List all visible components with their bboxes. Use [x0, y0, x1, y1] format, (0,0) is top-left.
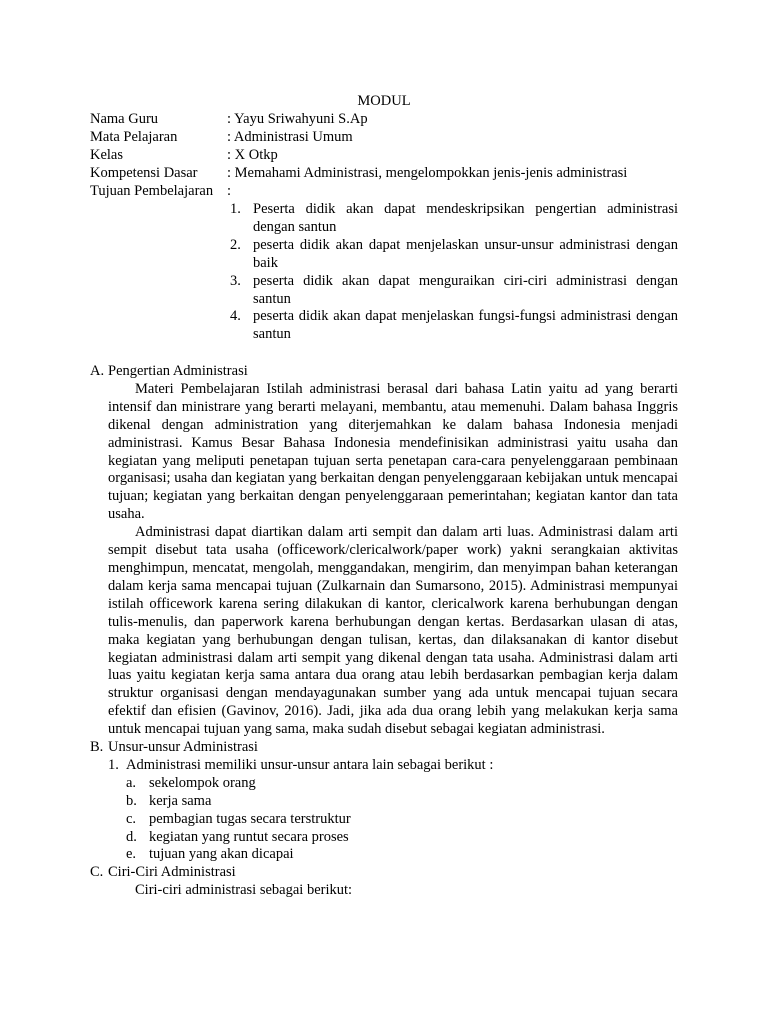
list-letter: e. — [126, 846, 137, 863]
list-item — [228, 308, 678, 344]
section-heading-a — [90, 363, 678, 381]
section-heading-b — [90, 739, 678, 757]
list-text: kegiatan yang runtut secara proses — [149, 828, 349, 845]
module-content — [90, 363, 678, 900]
list-text: tujuan yang akan dicapai — [149, 846, 294, 863]
list-text: pembagian tugas secara terstruktur — [149, 810, 351, 827]
list-text: Peserta didik akan dapat mendeskripsikan pengertian administrasi dengan santun — [253, 201, 678, 235]
info-label: Kompetensi Dasar — [90, 164, 198, 181]
sub-list-item — [126, 775, 678, 793]
info-label: Kelas — [90, 146, 124, 163]
sub-list-item — [126, 793, 678, 811]
list-text: peserta didik akan dapat menguraikan ciri-ciri administrasi dengan santun — [253, 272, 678, 307]
list-text: kerja sama — [149, 792, 212, 809]
section-title: Unsur-unsur Administrasi — [108, 739, 258, 756]
info-value: : Administrasi Umum — [227, 128, 353, 145]
info-row-subject — [90, 129, 690, 147]
section-intro: Ciri-ciri administrasi sebagai berikut: — [135, 882, 353, 899]
sub-list-item — [126, 829, 678, 847]
info-label: Nama Guru — [90, 111, 159, 127]
list-number: 2. — [230, 236, 241, 253]
list-number: 1. — [108, 756, 119, 773]
paragraph: Materi Pembelajaran Istilah administrasi berasal dari bahasa Latin yaitu ad yang berarti intensif dan ministrare yang berarti melayani, membantu, atau memenuhi. Dalam bahasa Inggris dikenal dengan administration yang diterjemahkan ke dalam bahasa Indonesia menjadi administrasi. Kamus Besar Bahasa Indonesia mendefinisikan administrasi yaitu usaha dan kegiatan yang meliputi penetapan tujuan serta penetapan cara-cara penyelenggaraan pembinaan organisasi; usaha dan kegiatan yang berkaitan dengan penyelenggaraan kebijakan untuk mencapai tujuan; kegiatan yang berkaitan dengan penyelenggaraan pemerintahan; kegiatan kantor dan tata usaha. — [108, 380, 678, 523]
objectives-list — [228, 201, 678, 344]
list-letter: b. — [126, 792, 137, 809]
list-text: sekelompok orang — [149, 774, 256, 791]
sub-list-item — [126, 811, 678, 829]
info-value: : — [227, 182, 232, 199]
info-label: Mata Pelajaran — [90, 128, 178, 145]
info-row-class — [90, 147, 690, 165]
info-row-competency — [90, 165, 690, 183]
list-number: 3. — [230, 272, 241, 289]
list-text: Administrasi memiliki unsur-unsur antara lain sebagai berikut : — [126, 756, 494, 773]
sub-list-item — [126, 846, 678, 864]
info-value: : Memahami Administrasi, mengelompokkan jenis-jenis administrasi — [227, 164, 628, 181]
section-title: Pengertian Administrasi — [108, 363, 248, 379]
list-number: 1. — [230, 201, 241, 217]
info-value: : X Otkp — [227, 146, 278, 163]
info-label: Tujuan Pembelajaran — [90, 182, 214, 199]
info-row-teacher — [90, 111, 690, 129]
section-title: Ciri-Ciri Administrasi — [108, 864, 236, 881]
info-value: : Yayu Sriwahyuni S.Ap — [227, 111, 368, 127]
list-letter: c. — [126, 810, 137, 827]
elements-list — [90, 757, 678, 864]
module-info — [90, 111, 690, 200]
list-letter: a. — [126, 774, 137, 791]
section-letter: B. — [90, 739, 104, 756]
list-text: peserta didik akan dapat menjelaskan unsur-unsur administrasi dengan baik — [253, 236, 678, 271]
list-number: 4. — [230, 308, 241, 325]
section-letter: A. — [90, 363, 105, 379]
list-text: peserta didik akan dapat menjelaskan fungsi-fungsi administrasi dengan santun — [253, 308, 678, 343]
paragraph: Administrasi dapat diartikan dalam arti sempit dan dalam arti luas. Administrasi dalam arti sempit disebut tata usaha (officework/clericalwork/paper work) yakni serangkaian aktivitas menghimpun, mencatat, mengolah, menggandakan, mengirim, dan menyimpan bahan keterangan dalam kerja sama mencapai tujuan (Zulkarnain dan Sumarsono, 2015). Administrasi mempunyai istilah officework karena sering dilakukan di kantor, clericalwork karena berhubungan dengan tulis-menulis, dan paperwork karena berhubungan dengan kertas. Berdasarkan ulasan di atas, maka kegiatan yang berhubungan dengan tulisan, kertas, dan dilaksanakan di kantor disebut kegiatan administrasi dalam arti sempit yang dikenal dengan tata usaha. Administrasi dalam arti luas yaitu kegiatan kerja sama antara dua orang atau lebih berdasarkan pembagian kerja dalam struktur organisasi dengan mendayagunakan sumber yang ada untuk mencapai tujuan secara efektif dan efisien (Gavinov, 2016). Jadi, jika ada dua orang lebih yang melakukan kerja sama untuk mencapai tujuan yang sama, maka sudah disebut sebagai kegiatan administrasi. — [108, 524, 678, 738]
section-heading-c — [90, 864, 678, 882]
sub-list — [126, 775, 678, 865]
list-item — [228, 201, 678, 237]
list-item — [228, 273, 678, 309]
list-item — [108, 757, 678, 864]
section-letter: C. — [90, 864, 104, 881]
page-title: MODUL — [357, 93, 411, 109]
list-item — [228, 237, 678, 273]
list-letter: d. — [126, 828, 137, 845]
info-row-objectives — [90, 183, 690, 201]
